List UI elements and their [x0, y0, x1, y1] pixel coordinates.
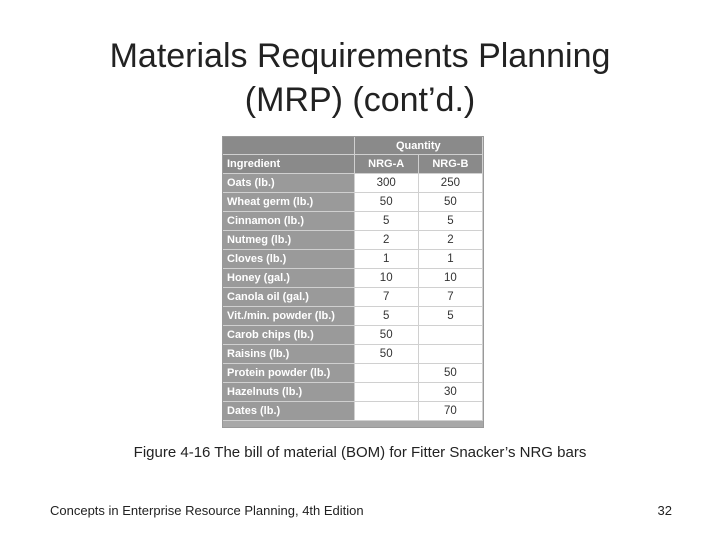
table-row	[223, 174, 483, 193]
table-row	[223, 402, 483, 421]
ingredient-cell: Cinnamon (lb.)	[223, 212, 354, 231]
nrg-a-cell	[354, 383, 418, 402]
slide-title	[0, 34, 720, 122]
nrg-b-cell	[418, 345, 482, 364]
ingredient-cell: Canola oil (gal.)	[223, 288, 354, 307]
ingredient-cell: Protein powder (lb.)	[223, 364, 354, 383]
table-row	[223, 212, 483, 231]
ingredient-cell: Hazelnuts (lb.)	[223, 383, 354, 402]
table-row	[223, 383, 483, 402]
ingredient-cell: Vit./min. powder (lb.)	[223, 307, 354, 326]
nrg-b-cell: 5	[418, 307, 482, 326]
nrg-b-cell	[418, 326, 482, 345]
column-header-nrg-b: NRG-B	[418, 155, 482, 174]
figure-caption: Figure 4-16 The bill of material (BOM) for Fitter Snacker’s NRG bars	[133, 444, 587, 461]
bom-table	[222, 136, 484, 428]
ingredient-cell: Wheat germ (lb.)	[223, 193, 354, 212]
table-row	[223, 364, 483, 383]
nrg-b-cell: 30	[418, 383, 482, 402]
column-header-nrg-a: NRG-A	[354, 155, 418, 174]
ingredient-cell: Dates (lb.)	[223, 402, 354, 421]
ingredient-cell: Honey (gal.)	[223, 269, 354, 288]
quantity-header-row	[223, 137, 483, 155]
nrg-b-cell: 7	[418, 288, 482, 307]
nrg-b-cell: 250	[418, 174, 482, 193]
table-row	[223, 288, 483, 307]
nrg-b-cell: 1	[418, 250, 482, 269]
ingredient-cell: Cloves (lb.)	[223, 250, 354, 269]
nrg-a-cell: 50	[354, 193, 418, 212]
page-number: 32	[657, 503, 672, 518]
blank-corner-cell	[223, 137, 354, 155]
column-header-row	[223, 155, 483, 174]
ingredient-cell: Nutmeg (lb.)	[223, 231, 354, 250]
title-line-2: (MRP) (cont’d.)	[244, 81, 476, 119]
nrg-a-cell: 50	[354, 345, 418, 364]
nrg-a-cell: 50	[354, 326, 418, 345]
table-row	[223, 326, 483, 345]
table-row	[223, 345, 483, 364]
nrg-b-cell: 10	[418, 269, 482, 288]
table-row	[223, 193, 483, 212]
table-row	[223, 269, 483, 288]
table-row	[223, 231, 483, 250]
nrg-a-cell: 5	[354, 212, 418, 231]
nrg-a-cell: 7	[354, 288, 418, 307]
nrg-b-cell: 50	[418, 193, 482, 212]
ingredient-cell: Raisins (lb.)	[223, 345, 354, 364]
nrg-a-cell: 10	[354, 269, 418, 288]
nrg-a-cell	[354, 402, 418, 421]
quantity-header: Quantity	[354, 137, 482, 155]
nrg-b-cell: 5	[418, 212, 482, 231]
ingredient-cell: Oats (lb.)	[223, 174, 354, 193]
nrg-a-cell: 300	[354, 174, 418, 193]
nrg-b-cell: 70	[418, 402, 482, 421]
ingredient-cell: Carob chips (lb.)	[223, 326, 354, 345]
nrg-a-cell: 1	[354, 250, 418, 269]
footer-book-title: Concepts in Enterprise Resource Planning, 4th Edition	[50, 503, 364, 518]
table-row	[223, 250, 483, 269]
nrg-a-cell: 5	[354, 307, 418, 326]
nrg-a-cell	[354, 364, 418, 383]
title-line-1: Materials Requirements Planning	[109, 37, 611, 75]
nrg-a-cell: 2	[354, 231, 418, 250]
nrg-b-cell: 2	[418, 231, 482, 250]
nrg-b-cell: 50	[418, 364, 482, 383]
column-header-ingredient: Ingredient	[223, 155, 354, 174]
table-row	[223, 307, 483, 326]
